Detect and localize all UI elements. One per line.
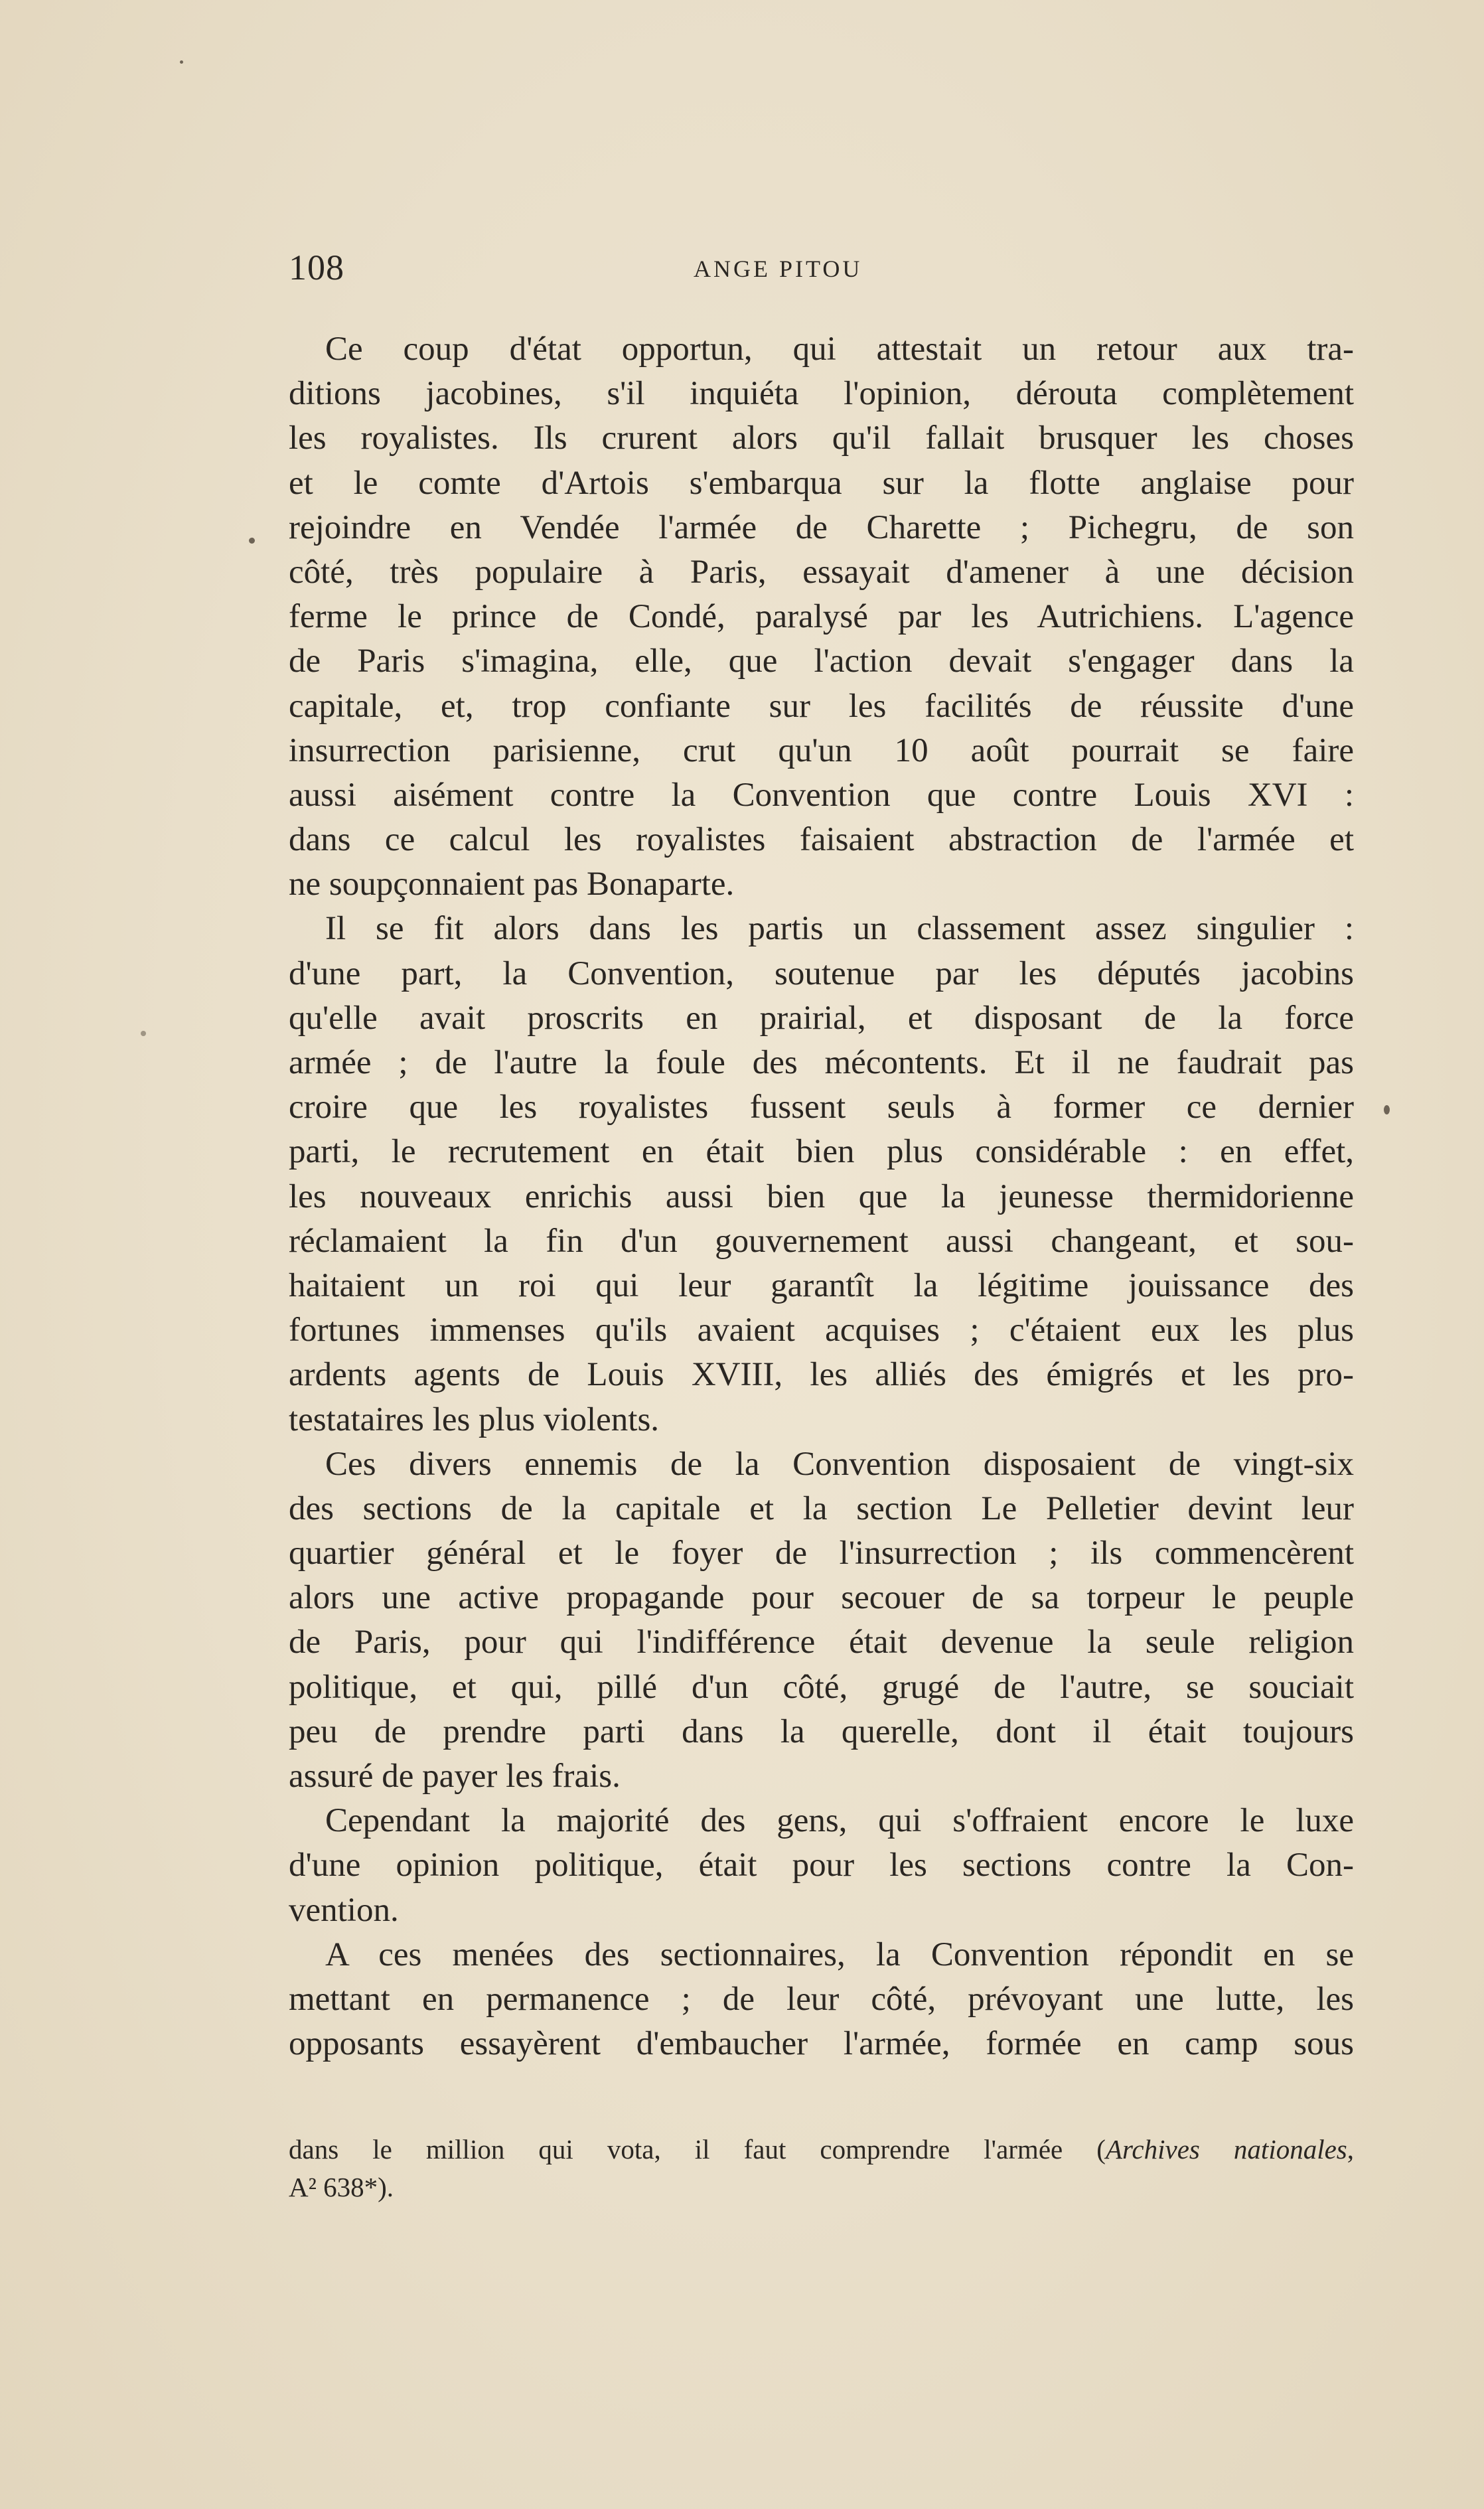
text-line: côté, très populaire à Paris, essayait d'amener à une décision <box>289 553 1354 591</box>
paper-speck <box>141 1031 146 1036</box>
text-line: vention. <box>289 1891 399 1929</box>
text-line: ferme le prince de Condé, paralysé par les Autrichiens. L'agence <box>289 598 1354 636</box>
text-line: haitaient un roi qui leur garantît la légitime jouissance des <box>289 1266 1354 1304</box>
text-line: Il se fit alors dans les partis un classement assez singulier : <box>325 910 1354 948</box>
text-line: quartier général et le foyer de l'insurrection ; ils commencèrent <box>289 1535 1354 1572</box>
text-line: fortunes immenses qu'ils avaient acquises ; c'étaient eux les plus <box>289 1312 1354 1349</box>
text-line: Ces divers ennemis de la Convention disposaient de vingt-six <box>325 1445 1354 1483</box>
text-line: assuré de payer les frais. <box>289 1758 621 1795</box>
running-title: ANGE PITOU <box>694 256 863 282</box>
text-line: rejoindre en Vendée l'armée de Charette ; Pichegru, de son <box>289 508 1354 546</box>
text-line: alors une active propagande pour secouer de sa torpeur le peuple <box>289 1579 1354 1617</box>
paper-speck <box>180 60 183 64</box>
paper-speck <box>1384 1105 1390 1114</box>
footnote-line-1: dans le million qui vota, il faut comprendre l'armée (Archives nationales, <box>289 2134 1355 2165</box>
text-line: politique, et qui, pillé d'un côté, grugé de l'autre, se souciait <box>289 1668 1354 1706</box>
text-line: insurrection parisienne, crut qu'un 10 août pourrait se faire <box>289 731 1354 769</box>
text-line: qu'elle avait proscrits en prairial, et disposant de la force <box>289 999 1354 1037</box>
text-line: ne soupçonnaient pas Bonaparte. <box>289 866 735 903</box>
text-line: les nouveaux enrichis aussi bien que la jeunesse thermidorienne <box>289 1178 1354 1215</box>
text-line: et le comte d'Artois s'embarqua sur la flotte anglaise pour <box>289 464 1354 502</box>
text-line: aussi aisément contre la Convention que contre Louis XVI : <box>289 776 1354 814</box>
text-line: de Paris, pour qui l'indifférence était devenue la seule religion <box>289 1624 1354 1661</box>
text-line: d'une part, la Convention, soutenue par les députés jacobins <box>289 954 1354 992</box>
text-line: peu de prendre parti dans la querelle, dont il était toujours <box>289 1712 1354 1750</box>
text-line: parti, le recrutement en était bien plus considérable : en effet, <box>289 1133 1354 1171</box>
text-line: Cependant la majorité des gens, qui s'offraient encore le luxe <box>325 1802 1354 1840</box>
text-line: ditions jacobines, s'il inquiéta l'opinion, dérouta complètement <box>289 375 1354 413</box>
text-line: réclamaient la fin d'un gouvernement aussi changeant, et sou- <box>289 1222 1354 1260</box>
text-line: opposants essayèrent d'embaucher l'armée, formée en camp sous <box>289 2025 1354 2063</box>
text-line: testataires les plus violents. <box>289 1401 660 1438</box>
text-line: Ce coup d'état opportun, qui attestait un retour aux tra- <box>325 331 1354 368</box>
footnote-line-2: A² 638*). <box>289 2172 394 2202</box>
page-number: 108 <box>289 248 344 287</box>
text-line: ardents agents de Louis XVIII, les alliés des émigrés et les pro- <box>289 1356 1354 1394</box>
paper-speck <box>249 538 255 544</box>
text-line: les royalistes. Ils crurent alors qu'il fallait brusquer les choses <box>289 419 1354 457</box>
text-line: dans ce calcul les royalistes faisaient abstraction de l'armée et <box>289 821 1354 859</box>
text-line: des sections de la capitale et la section Le Pelletier devint leur <box>289 1489 1354 1527</box>
text-line: de Paris s'imagina, elle, que l'action devait s'engager dans la <box>289 643 1354 680</box>
text-line: croire que les royalistes fussent seuls à former ce dernier <box>289 1089 1354 1126</box>
footnote <box>289 2131 1354 2206</box>
body-text <box>289 327 1354 2066</box>
text-line: armée ; de l'autre la foule des mécontents. Et il ne faudrait pas <box>289 1044 1354 1081</box>
footnote-citation: Archives nationales <box>1105 2134 1347 2165</box>
text-line: capitale, et, trop confiante sur les facilités de réussite d'une <box>289 687 1354 725</box>
text-line: mettant en permanence ; de leur côté, prévoyant une lutte, les <box>289 1980 1354 2018</box>
text-line: A ces menées des sectionnaires, la Convention répondit en se <box>325 1936 1354 1973</box>
text-line: d'une opinion politique, était pour les sections contre la Con- <box>289 1847 1354 1884</box>
running-head <box>289 247 1354 293</box>
